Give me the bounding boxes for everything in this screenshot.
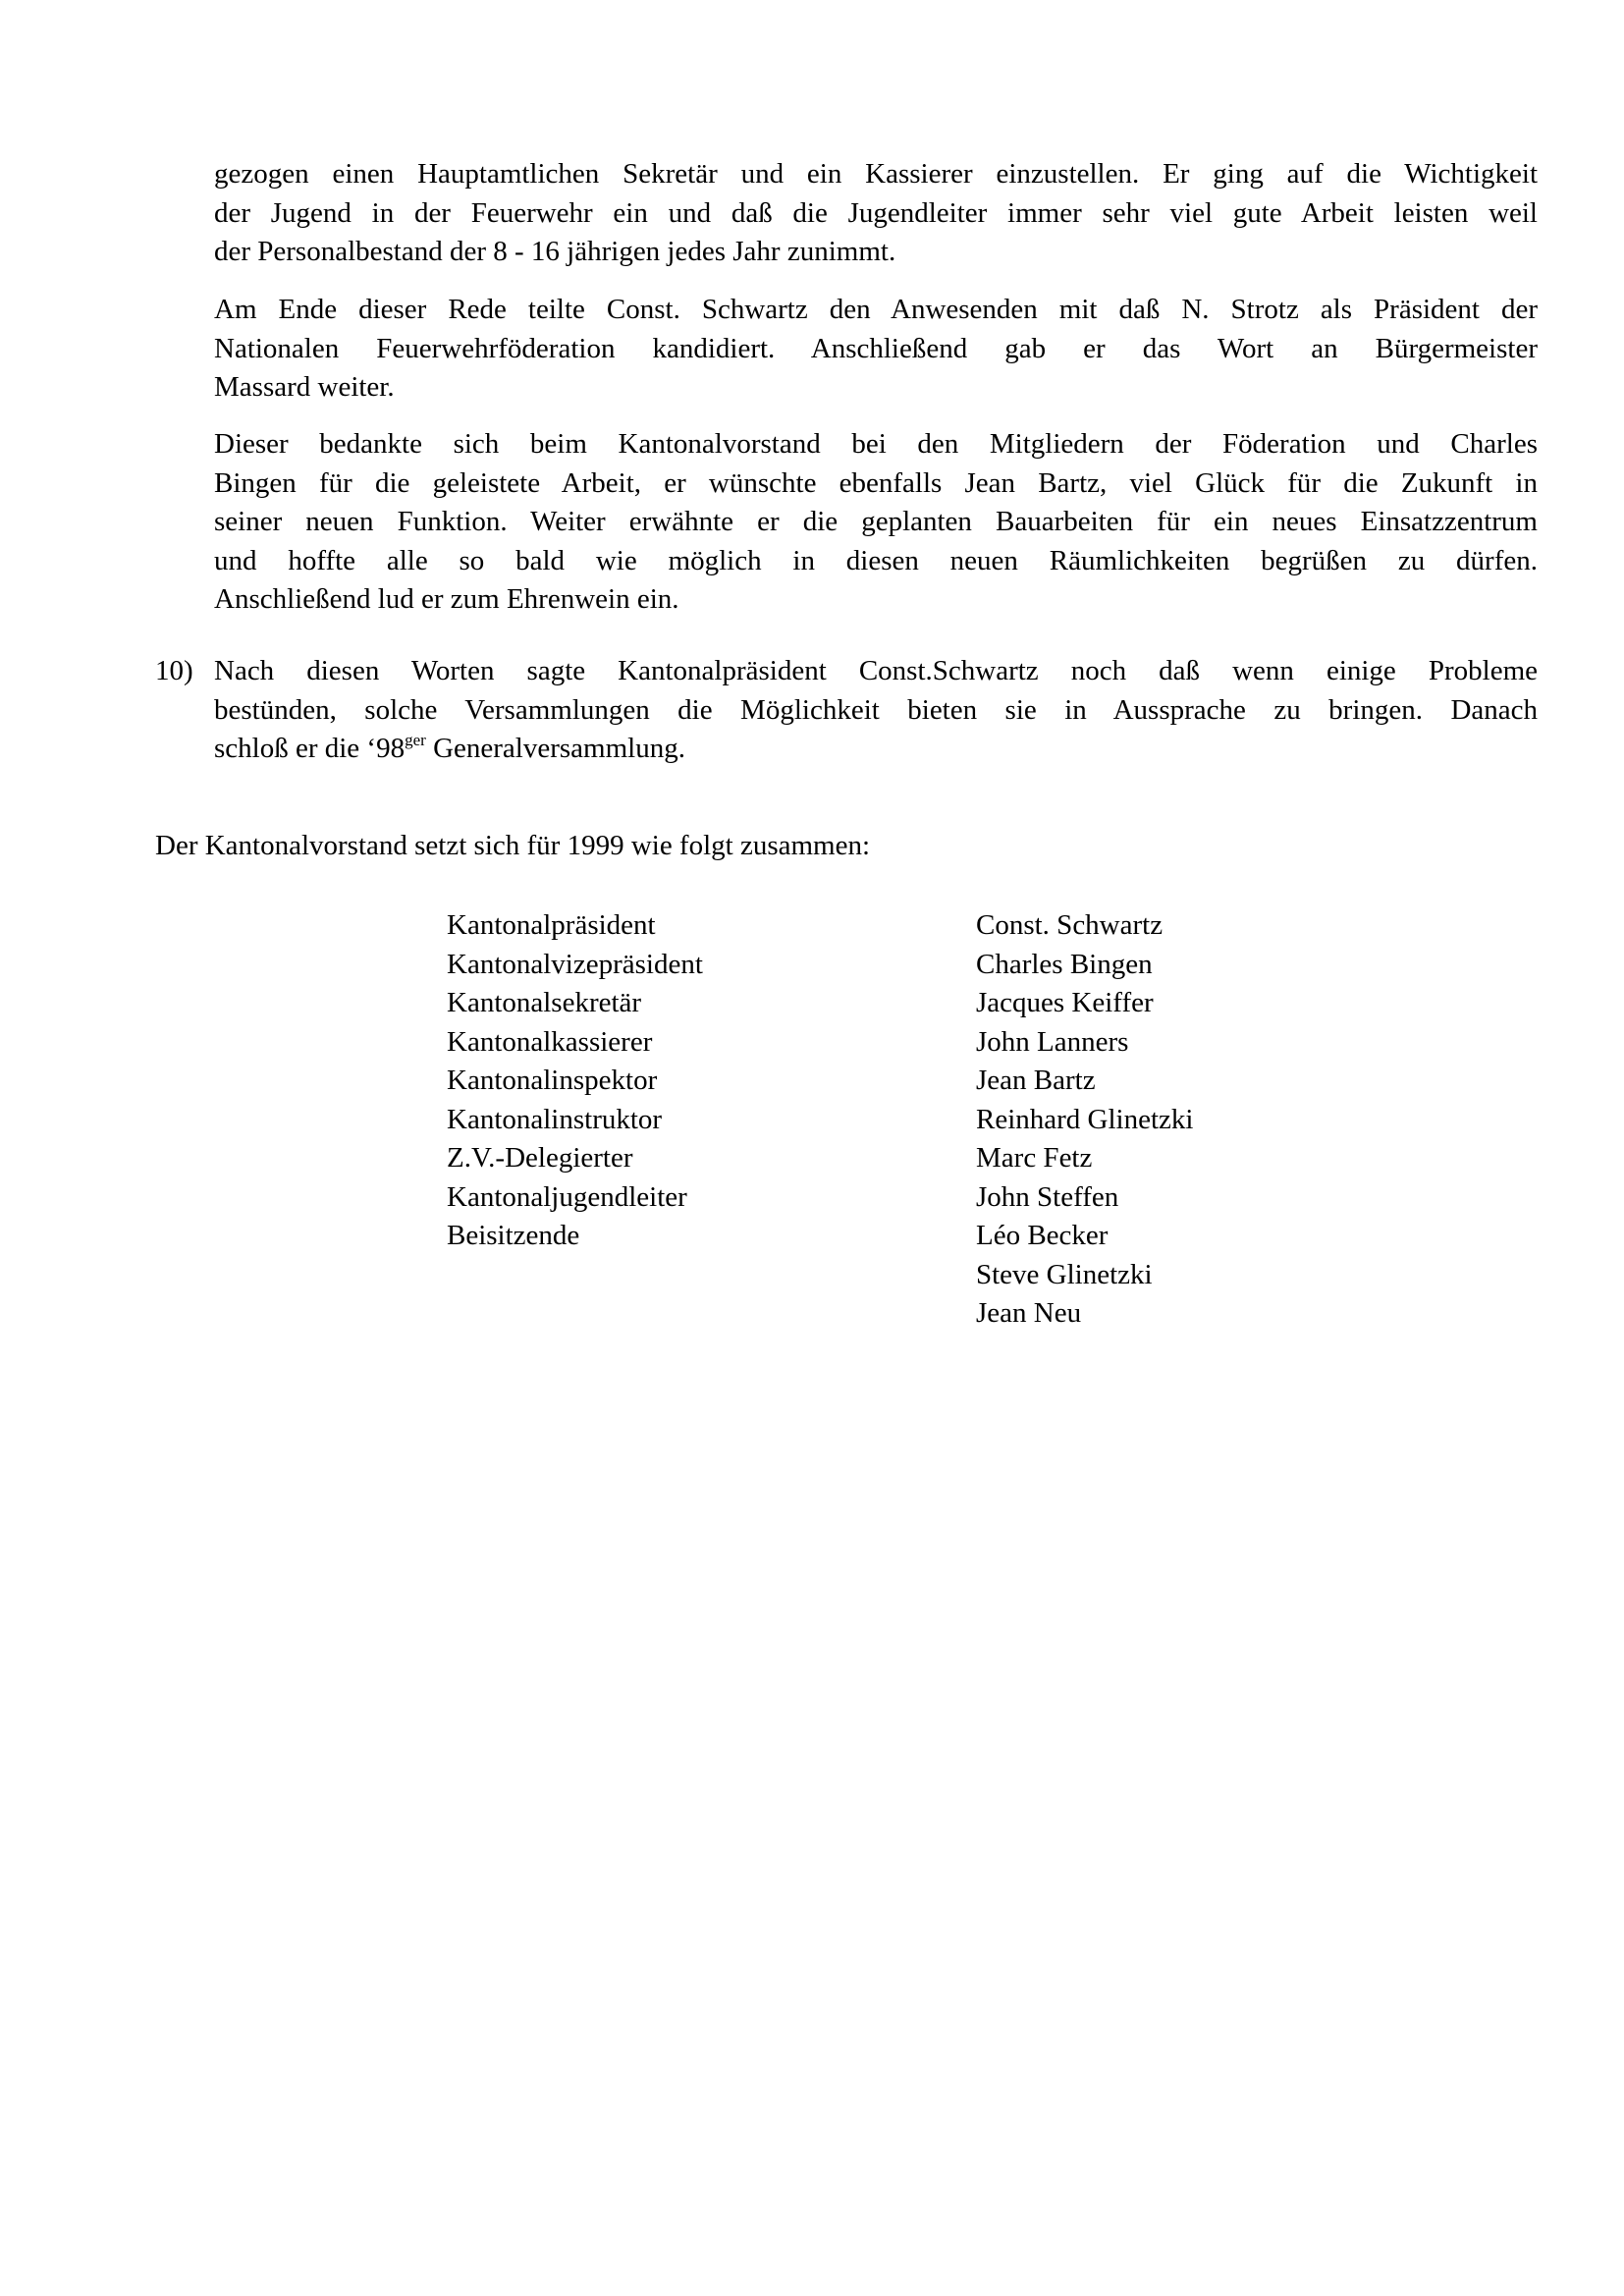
roster-name: Steve Glinetzki xyxy=(976,1258,1153,1290)
roster-role: Z.V.-Delegierter xyxy=(447,1142,633,1174)
roster-name: John Steffen xyxy=(976,1180,1119,1213)
roster-name: Reinhard Glinetzki xyxy=(976,1103,1194,1135)
roster-name: Jean Neu xyxy=(976,1297,1082,1329)
text-line: gezogen einen Hauptamtlichen Sekretär und ein Kassierer einzustellen. Er ging auf die Wichtigkeit xyxy=(214,158,1538,190)
text-line: der Jugend in der Feuerwehr ein und daß die Jugendleiter immer sehr viel gute Arbeit leisten weil xyxy=(214,196,1538,229)
text-line: Bingen für die geleistete Arbeit, er wünschte ebenfalls Jean Bartz, viel Glück für die Zukunft in xyxy=(214,466,1538,499)
text-line: bestünden, solche Versammlungen die Möglichkeit bieten sie in Aussprache zu bringen. Danach xyxy=(214,693,1538,726)
roster-name: Léo Becker xyxy=(976,1220,1109,1251)
text-line: und hoffte alle so bald wie möglich in diesen neuen Räumlichkeiten begrüßen zu dürfen. xyxy=(214,544,1538,576)
superscript: ger xyxy=(405,731,426,749)
paragraph-item-10 xyxy=(214,652,1538,769)
text-segment: schloß er die ‘98 xyxy=(214,733,406,764)
roster-role: Kantonalinstruktor xyxy=(447,1103,663,1135)
roster-role: Kantonalpräsident xyxy=(447,909,656,941)
roster-role: Kantonalsekretär xyxy=(447,987,642,1018)
roster-name: Jacques Keiffer xyxy=(976,987,1154,1018)
roster-role: Kantonalvizepräsident xyxy=(447,948,703,980)
text-line: Nationalen Feuerwehrföderation kandidiert. Anschließend gab er das Wort an Bürgermeister xyxy=(214,332,1538,364)
roster-name: Marc Fetz xyxy=(976,1142,1093,1174)
text-segment: Generalversammlung. xyxy=(425,733,685,764)
roster-name: John Lanners xyxy=(976,1025,1129,1058)
board-heading: Der Kantonalvorstand setzt sich für 1999 wie folgt zusammen: xyxy=(155,830,871,861)
roster-role: Kantonalinspektor xyxy=(447,1065,658,1096)
paragraph-youth xyxy=(214,155,1538,272)
roster-role: Beisitzende xyxy=(447,1220,580,1251)
text-line: Nach diesen Worten sagte Kantonalpräsident Const.Schwartz noch daß wenn einige Probleme xyxy=(214,655,1538,686)
paragraph-mayor-speech xyxy=(214,425,1538,620)
text-line xyxy=(214,730,1538,769)
text-line: der Personalbestand der 8 - 16 jährigen jedes Jahr zunimmt. xyxy=(214,236,896,267)
text-line: Anschließend lud er zum Ehrenwein ein. xyxy=(214,583,679,615)
paragraph-candidacy xyxy=(214,291,1538,408)
text-line: Dieser bedankte sich beim Kantonalvorstand bei den Mitgliedern der Föderation und Charles xyxy=(214,428,1538,460)
roster-role: Kantonaljugendleiter xyxy=(447,1180,687,1213)
roster-name: Charles Bingen xyxy=(976,948,1153,980)
item-number: 10) xyxy=(155,655,193,686)
roster-role: Kantonalkassierer xyxy=(447,1025,653,1058)
roster-name: Const. Schwartz xyxy=(976,909,1164,941)
text-line: Am Ende dieser Rede teilte Const. Schwartz den Anwesenden mit daß N. Strotz als Präsident der xyxy=(214,294,1538,325)
roster-name: Jean Bartz xyxy=(976,1065,1096,1096)
text-line: Massard weiter. xyxy=(214,371,395,403)
text-line: seiner neuen Funktion. Weiter erwähnte er die geplanten Bauarbeiten für ein neues Einsatzzentrum xyxy=(214,506,1538,537)
